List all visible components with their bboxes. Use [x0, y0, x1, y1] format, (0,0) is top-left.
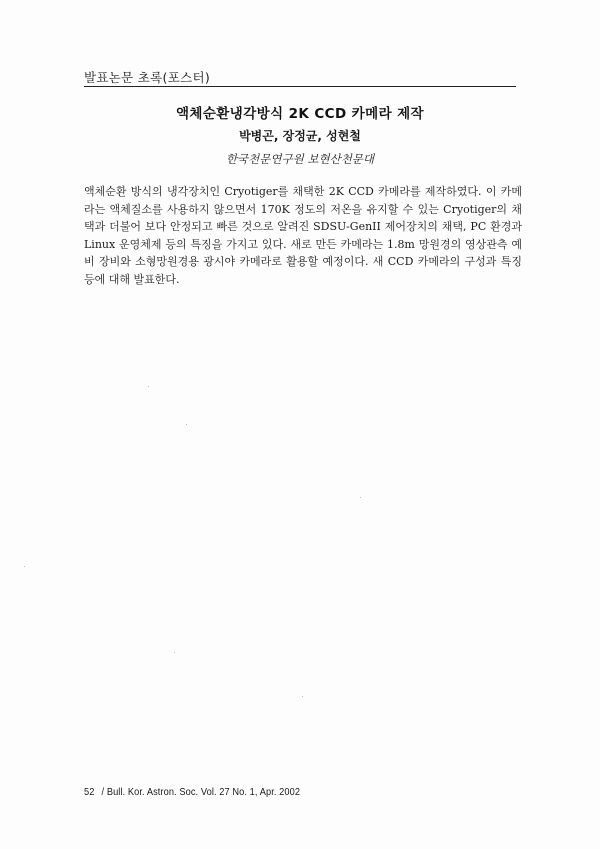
abstract-text: 액체순환 방식의 냉각장치인 Cryotiger를 채택한 2K CCD 카메라를 제작하였다. 이 카메라는 액체질소를 사용하지 않으면서 170K 정도의 저온을 유지할 수 있는 Cryotiger의 채택과 더불어 보다 안정되고 빠른 것으로 알려진 SDSU-GenII 제어장치의 채택, PC 환경과 Linux 운영체제 등의 특징을 가지고 있다. 새로 만든 카메라는 1.8m 망원경의 영상관측 예비 장비와 소형망원경용 광시야 카메라로 활용할 예정이다. 새 CCD 카메라의 구성과 특징 등에 대해 발표한다.: [84, 185, 522, 286]
scan-speck: [186, 424, 187, 425]
journal-citation: / Bull. Kor. Astron. Soc. Vol. 27 No. 1, Apr. 2002: [101, 786, 301, 798]
paper-title: 액체순환냉각방식 2K CCD 카메라 제작: [175, 106, 424, 122]
scan-speck: [360, 497, 361, 498]
page-footer: [84, 786, 300, 798]
author-list: 박병곤, 장정균, 성현철: [239, 129, 361, 143]
scan-speck: [302, 696, 303, 697]
header-rule: [84, 86, 516, 87]
scan-speck: [174, 652, 175, 653]
scan-speck: [148, 386, 149, 387]
affiliation: 한국천문연구원 보현산천문대: [225, 152, 375, 166]
page-number: 52: [84, 786, 95, 798]
scan-speck: [24, 566, 25, 567]
section-header: 발표논문 초록(포스터): [84, 70, 211, 85]
